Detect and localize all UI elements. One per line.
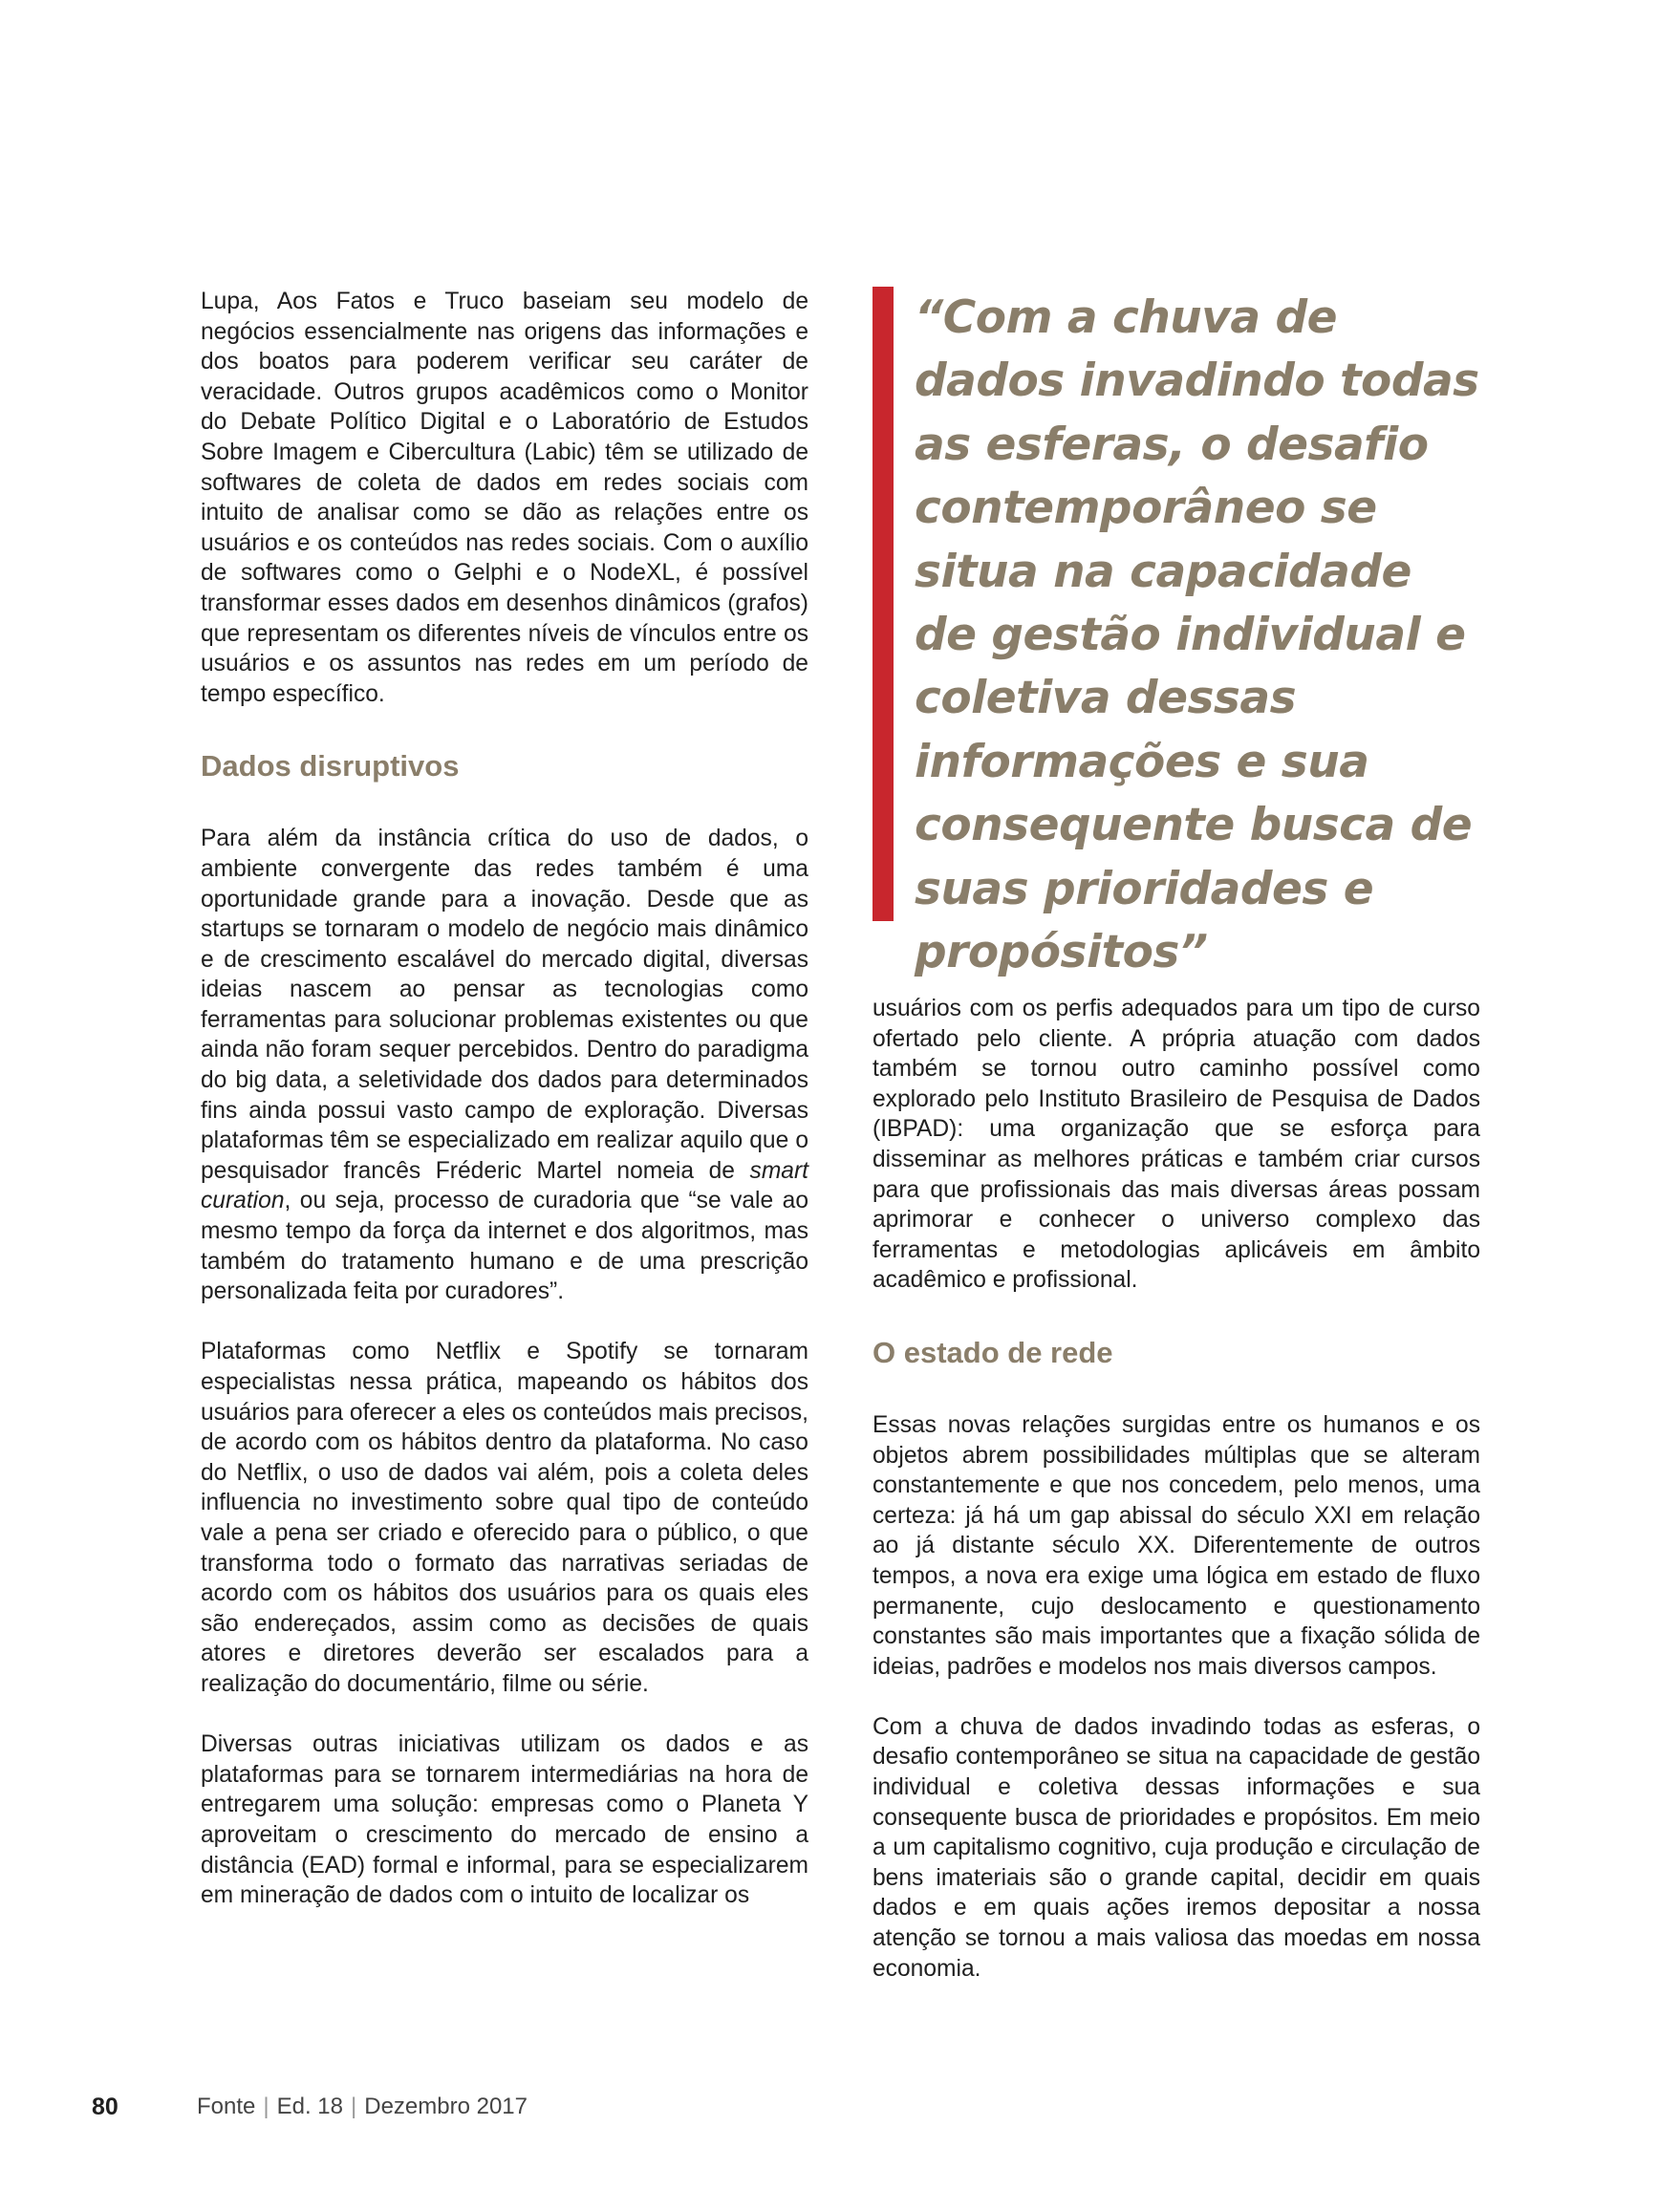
pull-quote-text: “Com a chuva de dados invadindo todas as esferas, o desafio contemporâneo se situa na capacidade de gestão individual e coletiva dessas informações e sua consequente busca de suas prioridades e propósitos” — [915, 291, 1479, 979]
paragraph: Essas novas relações surgidas entre os humanos e os objetos abrem possibilidades múltiplas que se alteram constantemente e que nos concedem, pelo menos, uma certeza: já há um gap abissal do século XXI em relação ao já distante século XX. Diferentemente de outros tempos, a nova era exige uma lógica em estado de fluxo permanente, cujo deslocamento e questionamento constantes são mais importantes que a fixação sólida de ideias, padrões e modelos nos mais diversos campos. — [873, 1411, 1480, 1680]
paragraph: Plataformas como Netflix e Spotify se tornaram especialistas nessa prática, mapeando os hábitos dos usuários para oferecer a eles os conteúdos mais precisos, de acordo com os hábitos dentro da plataforma. No caso do Netflix, o uso de dados vai além, pois a coleta deles influencia no investimento sobre qual tipo de conteúdo vale a pena ser criado e oferecido para o público, o que transforma todo o formato das narrativas seriadas de acordo com os hábitos dos usuários para os quais eles são endereçados, assim como as decisões de quais atores e diretores deverão ser escalados para a realização do documentário, filme ou série. — [201, 1339, 808, 1697]
section-title-o-estado-de-rede: O estado de rede — [873, 1335, 1113, 1369]
section-title-dados-disruptivos: Dados disruptivos — [201, 749, 460, 784]
emphasis-smart-curation: smart curation — [201, 1157, 808, 1214]
page-footer — [92, 2088, 528, 2126]
paragraph — [201, 824, 808, 1307]
paragraph: Com a chuva de dados invadindo todas as esferas, o desafio contemporâneo se situa na capacidade de gestão individual e coletiva dessas informações e sua consequente busca de prioridades e propósitos. Em meio a um capitalismo cognitivo, cuja produção e circulação de bens imateriais são o grande capital, decidir em quais dados e em quais ações iremos depositar a nossa atenção se tornou a mais valiosa das moedas em nossa economia. — [873, 1713, 1480, 1982]
paragraph: Diversas outras iniciativas utilizam os dados e as plataformas para se tornarem intermediárias na hora de entregarem uma solução: empresas como o Planeta Y aproveitam o crescimento do mercado de ensino a distância (EAD) formal e informal, para se especializarem em mineração de dados com o intuito de localizar os — [201, 1731, 808, 1909]
left-column — [201, 287, 808, 1911]
paragraph: usuários com os perfis adequados para um tipo de curso ofertado pelo cliente. A própria atuação com dados também se tornou outro caminho possível como explorado pelo Instituto Brasileiro de Pesquisa de Dados (IBPAD): uma organização que se esforça para disseminar as melhores práticas e também criar cursos para que profissionais das mais diversas áreas possam aprimorar e conhecer o universo complexo das ferramentas e metodologias aplicáveis em âmbito acadêmico e profissional. — [873, 996, 1480, 1294]
paragraph-text: Para além da instância crítica do uso de dados, o ambiente convergente das redes também é uma oportunidade grande para a inovação. Desde que as startups se tornaram o modelo de negócio mais dinâmico e de crescimento escalável do mercado digital, diversas ideias nascem ao pensar as tecnologias como ferramentas para solucionar problemas existentes ou que ainda não foram sequer percebidos. Dentro do paradigma do big data, a seletividade dos dados para determinados fins ainda possui vasto campo de exploração. Diversas plataformas têm se especializado em realizar aquilo que o pesquisador francês Fréderic Martel nomeia de — [201, 826, 808, 1184]
edition-date: Dezembro 2017 — [364, 2094, 528, 2119]
pull-quote — [873, 287, 1484, 979]
right-column — [873, 994, 1480, 1984]
footer-separator: | — [263, 2094, 269, 2119]
paragraph: Lupa, Aos Fatos e Truco baseiam seu modelo de negócios essencialmente nas origens das informações e dos boatos para poderem verificar seu caráter de veracidade. Outros grupos acadêmicos como o Monitor do Debate Político Digital e o Laboratório de Estudos Sobre Imagem e Cibercultura (Labic) têm se utilizado de softwares de coleta de dados em redes sociais com intuito de analisar como se dão as relações entre os usuários e os conteúdos nas redes sociais. Com o auxílio de softwares como o Gelphi e o NodeXL, é possível transformar esses dados em desenhos dinâmicos (grafos) que representam os diferentes níveis de vínculos entre os usuários e os assuntos nas redes em um período de tempo específico. — [201, 289, 808, 707]
paragraph-text: , ou seja, processo de curadoria que “se vale ao mesmo tempo da força da internet e dos algoritmos, mas também do tratamento humano e de uma prescrição personalizada feita por curadores”. — [201, 1188, 808, 1305]
footer-separator: | — [351, 2094, 357, 2119]
pull-quote-accent-bar — [873, 287, 894, 921]
page-number: 80 — [92, 2093, 118, 2120]
edition-number: Ed. 18 — [276, 2094, 343, 2119]
publication-name: Fonte — [197, 2094, 256, 2119]
